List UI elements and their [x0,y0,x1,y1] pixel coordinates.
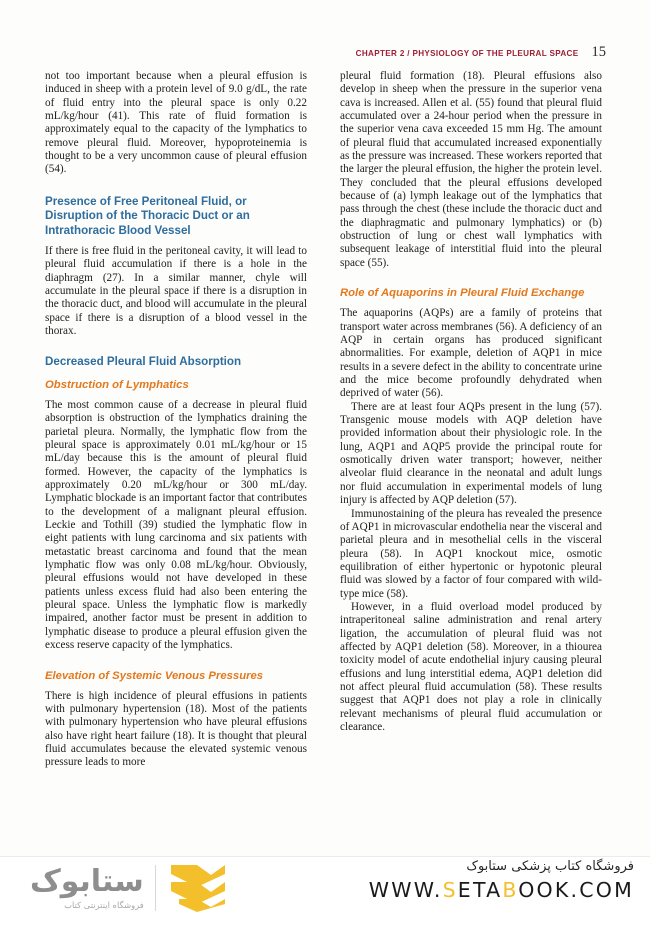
heading-decreased-pleural-fluid-absorption: Decreased Pleural Fluid Absorption [45,355,242,369]
right-column [340,70,602,860]
running-head [356,44,606,61]
footer-url[interactable] [369,878,634,902]
footer-branding [369,859,634,902]
footer-watermark-band [0,856,650,929]
logo-divider [155,865,156,911]
subheading-role-of-aquaporins: Role of Aquaporins in Pleural Fluid Exchange [340,287,585,300]
url-suffix: OOK.COM [518,878,634,902]
left-column [45,70,307,860]
body-columns [45,70,605,860]
logo-wordmark [30,863,144,910]
logo-wordmark-main: ستابوک [30,863,144,899]
setabook-logo[interactable] [30,863,227,913]
page-number: 15 [591,44,606,60]
url-letter-s: S [442,878,458,902]
url-prefix: WWW. [368,878,443,902]
heading-presence-of-free-peritoneal-fluid: Presence of Free Peritoneal Fluid, or Disruption of the Thoracic Duct or an Intrathoracic Blood Vessel [45,194,250,237]
paragraph-continued-right: pleural fluid formation (18). Pleural effusions also develop in sheep when the pressure in the superior vena cava is increased. Allen et al. (55) found that pleural fluid accumulated over a 24-hour period when the pressure in the superior vena cava exceeded 15 mm Hg. The amount of pleural fluid that accumulated increased exponentially as the pressure was increased. These workers reported that the larger the pleural effusion, the higher the protein level. They concluded that the pleural effusions developed because of (a) lymph leakage out of the lymphatics that pass through the chest (these include the thoracic duct and the diaphragmatic and pulmonary lymphatics) or (b) obstruction of lung or chest wall lymphatics with subsequent leakage of interstitial fluid into the pleural space (55). [340,70,602,269]
footer-tagline-fa: فروشگاه کتاب پزشکی ستابوک [466,859,634,874]
subheading-obstruction-of-lymphatics: Obstruction of Lymphatics [45,378,189,391]
paragraph-continued-left: not too important because when a pleural effusion is induced in sheep with a protein level of 9.0 g/dL, the rate of fluid entry into the pleural space is only 0.22 mL/kg/hour (41). This rate of fluid formation is approximately equal to the capacity of the lymphatics to remove pleural fluid. Moreover, hypoproteinemia is thought to be a very uncommon cause of pleural effusion (54). [45,70,307,176]
paragraph-systemic-venous-pressures: There is high incidence of pleural effusions in patients with pulmonary hypertension (18). Most of the patients with pulmonary hypertension who have pleural effusions also have right heart failure (18). It is thought that pleural fluid accumulates because the elevated systemic venous pressure leads to more [45,689,307,769]
paragraph-aqps-in-lung: There are at least four AQPs present in the lung (57). Transgenic mouse models with AQP deletion have provided information about their physiologic role. In the lung, AQP1 and AQP5 provide the principal route for osmotically driven water transport; however, neither alveolar fluid clearance in the neonatal and adult lungs nor fluid accumulation in experimental models of lung injury is affected by AQP deletion (57). [340,400,602,507]
chevron-stack-icon [167,863,227,913]
logo-wordmark-subtitle: فروشگاه اینترنتی کتاب [64,899,144,910]
paragraph-fluid-overload-model: However, in a fluid overload model produced by intraperitoneal saline administration and renal artery ligation, the accumulation of pleural fluid was not affected by AQP1 deletion (58). Moreover, in a thiourea toxicity model of acute endothelial injury causing pleural effusions and lung interstitial edema, AQP1 deletion did not affect pleural fluid accumulation (58). These results suggest that AQP1 does not play a role in clinically relevant mechanisms of pleural fluid accumulation or clearance. [340,600,602,734]
subheading-elevation-of-systemic-venous-pressures: Elevation of Systemic Venous Pressures [45,669,264,682]
paragraph-obstruction-of-lymphatics: The most common cause of a decrease in pleural fluid absorption is obstruction of the lymphatics draining the parietal pleura. Normally, the lymphatic flow from the pleural space is approximately 0.01 mL/kg/hour or 15 mL/day because this is the amount of pleural fluid formed. However, the capacity of the lymphatics is approximately 0.20 mL/kg/hour or 300 mL/day. Lymphatic blockade is an important factor that contributes to the development of a malignant pleural effusion. Leckie and Tothill (39) studied the lymphatic flow in eight patients with lung carcinoma and six patients with metastatic breast carcinoma and found that the mean lymphatic flow was only 0.08 mL/kg/hour. Obviously, pleural effusions would not have developed in these patients unless excess fluid had also been entering the pleural space. Unless the lymphatic flow is markedly impaired, another factor must be present in addition to lymphatic disease to produce a pleural effusion given the excess reserve capacity of the lymphatics. [45,398,307,652]
paragraph-aquaporins-intro: The aquaporins (AQPs) are a family of proteins that transport water across membranes (56). A deficiency of an AQP in certain organs has produced significant abnormalities. For example, deletion of AQP1 in mice results in a severe defect in the ability to concentrate urine and the mice become profoundly dehydrated when deprived of water (56). [340,307,602,400]
paragraph-immunostaining: Immunostaining of the pleura has revealed the presence of AQP1 in microvascular endothelia near the visceral and parietal pleura and in mesothelial cells in the visceral pleura (58). In AQP1 knockout mice, osmotic equilibration of either hypertonic or hypotonic pleural fluid was slowed by a factor of four compared with wild-type mice (58). [340,507,602,600]
url-letters-eta: ETA [457,878,503,902]
running-head-chapter-title: CHAPTER 2 / PHYSIOLOGY OF THE PLEURAL SPACE [355,49,579,58]
paragraph-peritoneal-fluid: If there is free fluid in the peritoneal cavity, it will lead to pleural fluid accumulation if there is a hole in the diaphragm (27). In a similar manner, chyle will accumulate in the pleural space if there is a disruption in the thoracic duct, and blood will accumulate in the pleural space if there is a disruption of a blood vessel in the thorax. [45,244,307,338]
url-letter-b: B [502,878,519,902]
